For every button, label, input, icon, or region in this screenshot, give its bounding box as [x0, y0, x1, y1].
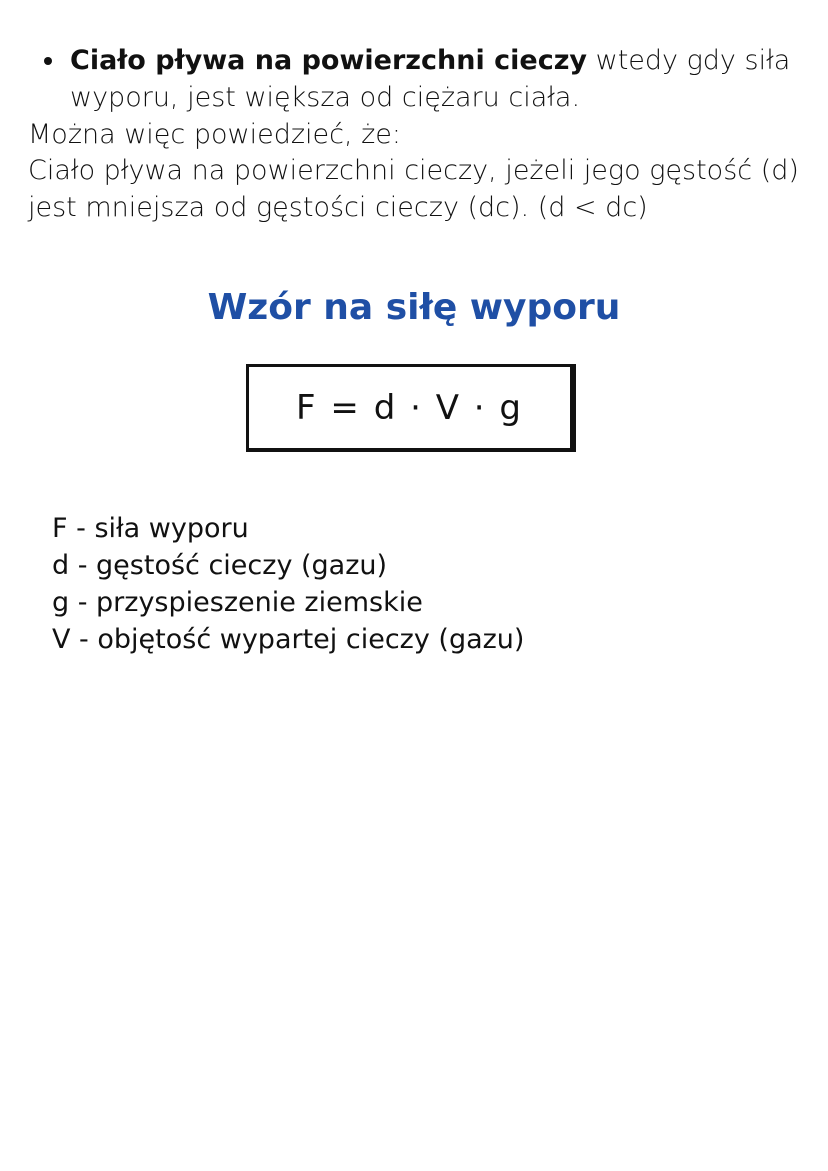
bullet-dot-icon: [44, 57, 52, 65]
bullet-item: [28, 42, 808, 116]
legend-item-v: V - objętość wypartej cieczy (gazu): [52, 624, 525, 655]
legend-list: [52, 510, 524, 658]
bullet-list: [28, 42, 808, 116]
conclusion-paragraph: Ciało pływa na powierzchni cieczy, jeżeli jego gęstość (d) jest mniejsza od gęstości cieczy (dc). (d < dc): [28, 155, 799, 223]
legend-item-d: d - gęstość cieczy (gazu): [52, 550, 388, 581]
formula-text: F = d · V · g: [296, 387, 523, 428]
section-title: Wzór na siłę wyporu: [207, 287, 621, 328]
legend-item-g: g - przyspieszenie ziemskie: [52, 587, 423, 618]
bullet-rest-text: wtedy gdy siła wyporu, jest większa od ciężaru ciała.: [70, 45, 791, 113]
intro-paragraph: Można więc powiedzieć, że:: [28, 119, 402, 150]
bullet-strong-text: Ciało pływa na powierzchni cieczy: [70, 45, 588, 76]
legend-item-f: F - siła wyporu: [52, 513, 249, 544]
formula-box: [246, 364, 576, 452]
